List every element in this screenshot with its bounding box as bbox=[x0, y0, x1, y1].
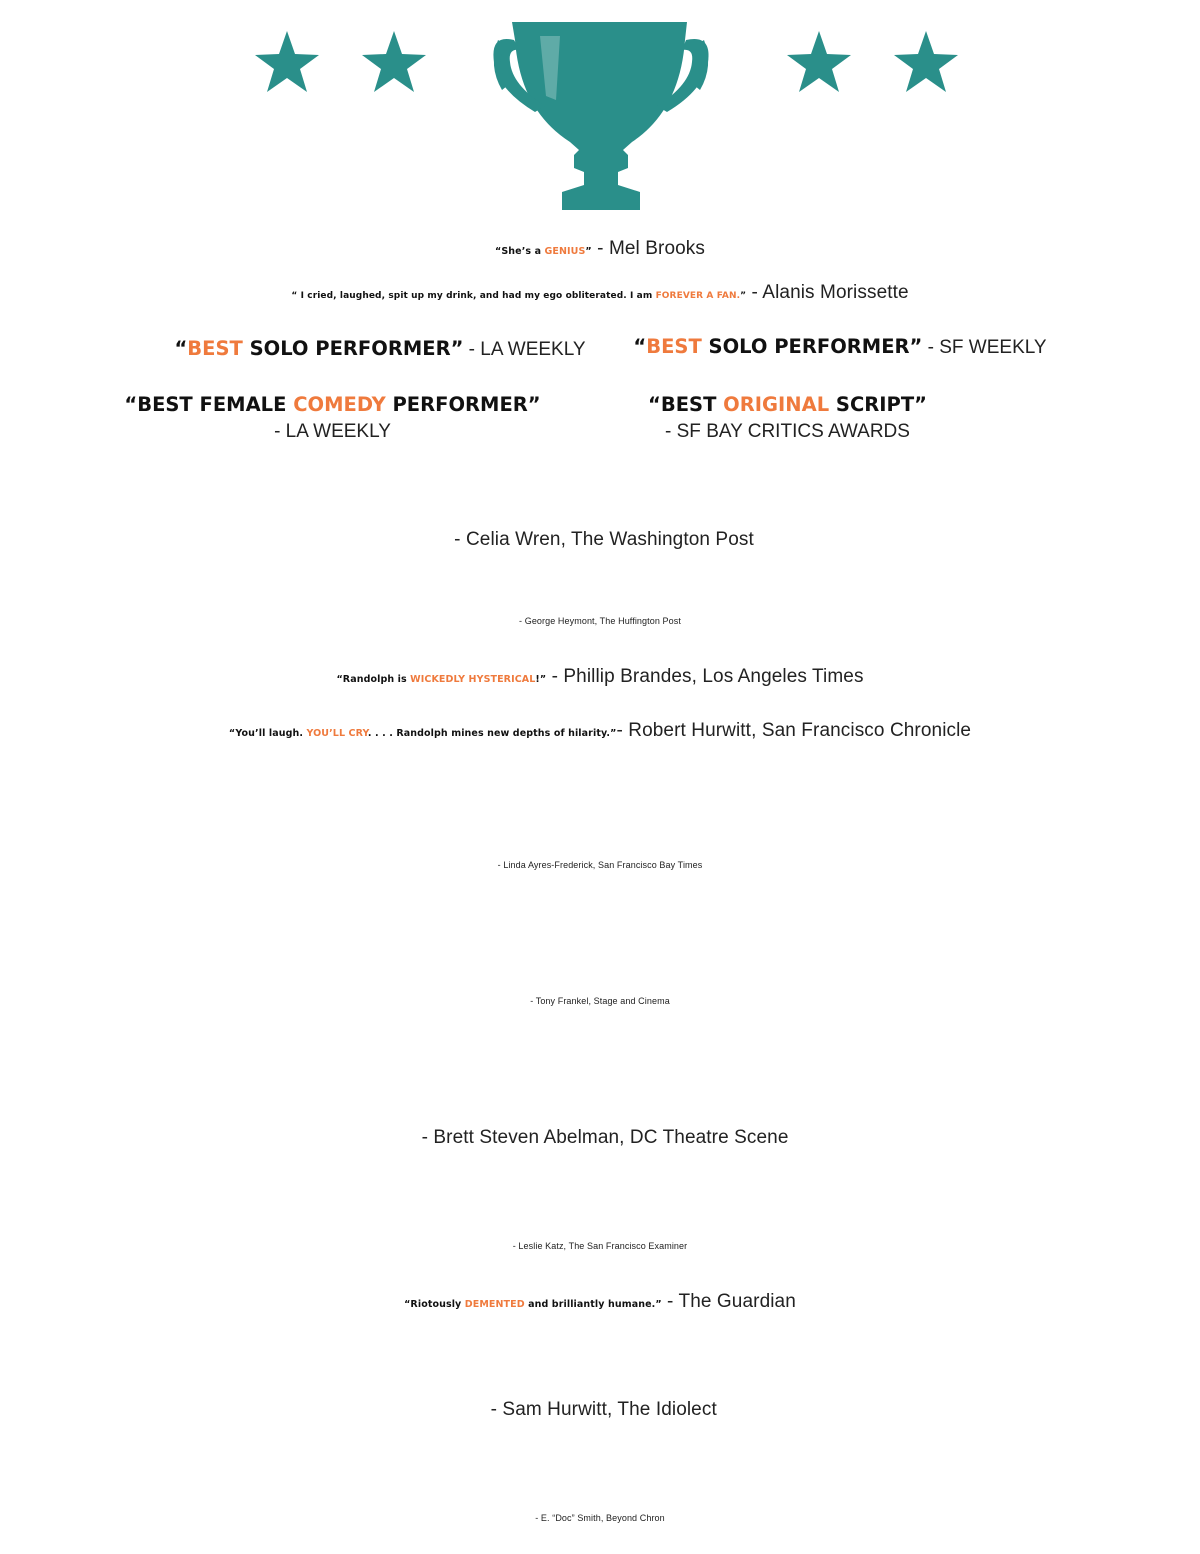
attribution: - Brett Steven Abelman, DC Theatre Scene bbox=[416, 1127, 789, 1148]
highlight: YOU’LL CRY bbox=[306, 728, 368, 739]
attribution: - E. “Doc” Smith, Beyond Chron bbox=[535, 1513, 665, 1523]
attribution: - Celia Wren, The Washington Post bbox=[448, 529, 754, 550]
star-icon bbox=[787, 31, 851, 92]
quote-stage-and-cinema bbox=[0, 907, 1200, 1015]
attribution: - LA WEEKLY bbox=[463, 339, 586, 360]
highlight: ORIGINAL bbox=[723, 393, 830, 416]
quote-sf-chronicle: “You’ll laugh. YOU’LL CRY. . . . Randolph mines new depths of hilarity.”- Robert Hurwitt, San Francisco Chronicle bbox=[228, 720, 972, 741]
quote-alanis: “ I cried, laughed, spit up my drink, and had my ego obliterated. I am FOREVER A FAN.” - Alanis Morissette bbox=[291, 282, 909, 303]
attribution: - Linda Ayres-Frederick, San Francisco Bay Times bbox=[497, 860, 703, 870]
highlight: GENIUS bbox=[544, 246, 586, 257]
quote-washington-post bbox=[0, 472, 1200, 559]
highlight: BEST bbox=[187, 337, 243, 360]
header-ornament bbox=[0, 0, 1200, 225]
quote-dc-theatre-scene bbox=[0, 1043, 1200, 1157]
award-sf-bay-critics: “BEST ORIGINAL SCRIPT” - SF BAY CRITICS AWARDS bbox=[575, 391, 1000, 445]
attribution: - Phillip Brandes, Los Angeles Times bbox=[546, 666, 864, 687]
attribution: - SF BAY CRITICS AWARDS bbox=[665, 421, 910, 442]
highlight: COMEDY bbox=[293, 393, 386, 416]
quote-mel-brooks: “She’s a GENIUS” - Mel Brooks bbox=[495, 238, 705, 259]
star-icon bbox=[255, 31, 319, 92]
award-sf-weekly-solo: “BEST SOLO PERFORMER” - SF WEEKLY bbox=[633, 335, 1047, 358]
trophy-icon bbox=[493, 22, 708, 210]
award-la-weekly-comedy: “BEST FEMALE COMEDY PERFORMER” - LA WEEKLY bbox=[100, 391, 565, 445]
award-la-weekly-solo: “BEST SOLO PERFORMER” - LA WEEKLY bbox=[174, 337, 586, 360]
highlight: DEMENTED bbox=[464, 1299, 525, 1310]
highlight: BEST bbox=[646, 335, 702, 358]
quote-la-times: “Randolph is WICKEDLY HYSTERICAL!” - Phillip Brandes, Los Angeles Times bbox=[336, 666, 864, 687]
quote-idiolect bbox=[0, 1342, 1200, 1429]
attribution: - Tony Frankel, Stage and Cinema bbox=[530, 996, 670, 1006]
header-svg bbox=[0, 0, 1200, 225]
quote-huffington-post bbox=[0, 581, 1200, 635]
attribution: - The Guardian bbox=[661, 1291, 796, 1312]
star-icon bbox=[894, 31, 958, 92]
attribution: - George Heymont, The Huffington Post bbox=[519, 616, 681, 626]
highlight: FOREVER A FAN. bbox=[655, 291, 741, 301]
quote-guardian: “Riotously DEMENTED and brilliantly humane.” - The Guardian bbox=[404, 1291, 796, 1312]
attribution: - Mel Brooks bbox=[591, 238, 705, 259]
quote-bay-times bbox=[0, 771, 1200, 879]
attribution: - SF WEEKLY bbox=[922, 337, 1047, 358]
attribution: - Sam Hurwitt, The Idiolect bbox=[485, 1399, 717, 1420]
attribution: - Leslie Katz, The San Francisco Examiner bbox=[512, 1241, 688, 1251]
attribution: - Alanis Morissette bbox=[746, 282, 909, 303]
attribution: - LA WEEKLY bbox=[274, 421, 391, 442]
quote-beyond-chron bbox=[0, 1451, 1200, 1532]
highlight: WICKEDLY HYSTERICAL bbox=[410, 674, 536, 685]
attribution: - Robert Hurwitt, San Francisco Chronicle bbox=[616, 720, 972, 741]
star-icon bbox=[362, 31, 426, 92]
quote-sf-examiner bbox=[0, 1179, 1200, 1260]
